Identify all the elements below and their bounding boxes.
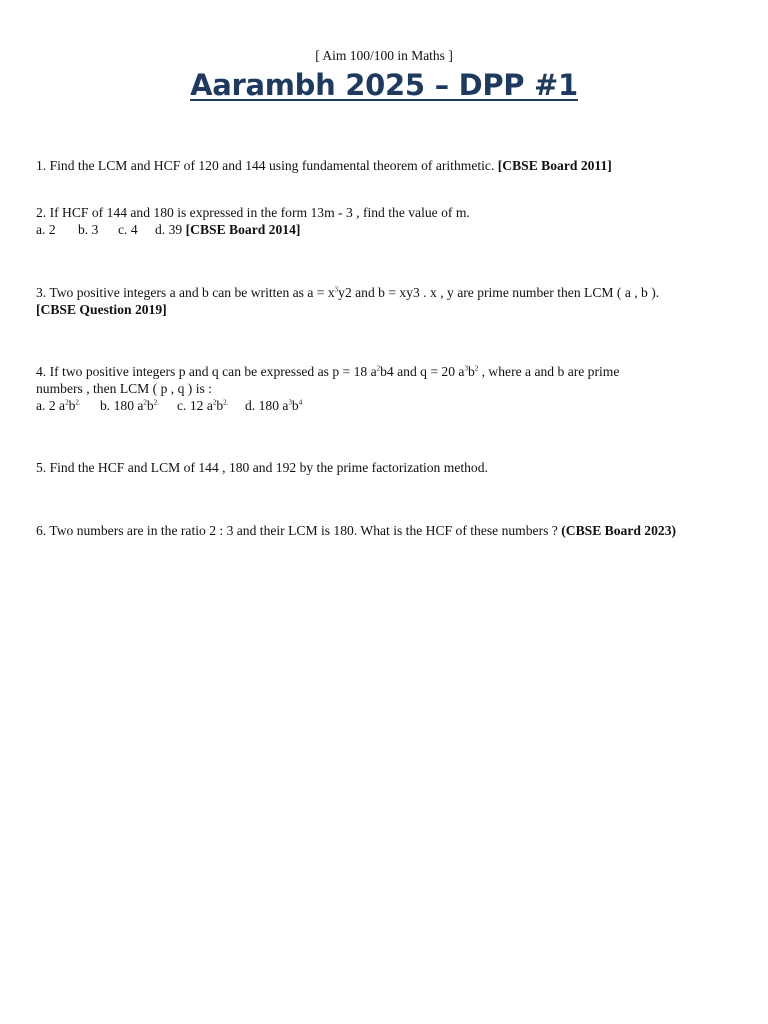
option-a — [36, 397, 100, 414]
question-4-exp-2: 3 — [464, 364, 468, 373]
page-title-text: Aarambh 2025 – DPP #1 — [190, 68, 578, 102]
question-4-text — [36, 363, 736, 380]
option-b-exp-1: 2 — [143, 398, 147, 407]
option-d-exp-1: 3 — [288, 398, 292, 407]
option-a-exp-2: 2. — [75, 398, 81, 407]
question-2 — [36, 204, 736, 238]
question-3-text-a: 3. Two positive integers a and b can be written as a = x — [36, 285, 335, 300]
question-1-tag: [CBSE Board 2011] — [497, 158, 612, 173]
question-4-text-line2: numbers , then LCM ( p , q ) is : — [36, 381, 212, 396]
question-2-options — [36, 221, 736, 238]
option-a: a. 2 — [36, 222, 56, 237]
option-c: c. 4 — [118, 222, 138, 237]
question-6-text: 6. Two numbers are in the ratio 2 : 3 and their LCM is 180. What is the HCF of these numbers ? — [36, 523, 562, 538]
question-3-text — [36, 284, 736, 301]
option-b — [100, 397, 177, 414]
option-d-pre: d. 180 a — [245, 398, 289, 413]
option-d: d. 39 — [155, 222, 186, 237]
option-d-mid: b — [291, 398, 299, 413]
question-3-exponent: 3 — [334, 285, 339, 294]
question-4 — [36, 363, 736, 414]
question-2-text: 2. If HCF of 144 and 180 is expressed in the form 13m - 3 , find the value of m. — [36, 205, 470, 220]
option-c — [177, 397, 245, 414]
option-b-pre: b. 180 a — [100, 398, 144, 413]
option-a-mid: b — [68, 398, 76, 413]
question-1-text: 1. Find the LCM and HCF of 120 and 144 using fundamental theorem of arithmetic. — [36, 158, 498, 173]
page-title — [0, 68, 768, 102]
question-3-tag: [CBSE Question 2019] — [36, 302, 167, 317]
question-6 — [36, 522, 736, 539]
page-subtitle: [ Aim 100/100 in Maths ] — [315, 48, 453, 63]
option-c-exp-2: 2. — [223, 398, 229, 407]
question-4-options — [36, 397, 736, 414]
question-4-text-c: b — [467, 364, 475, 379]
option-c-mid: b — [216, 398, 224, 413]
question-4-text-d: , where a and b are prime — [478, 364, 620, 379]
option-b-exp-2: 2. — [153, 398, 159, 407]
option-d-exp-2: 4 — [298, 398, 303, 407]
option-c-exp-1: 2 — [212, 398, 217, 407]
question-4-exp-3: 2 — [474, 364, 479, 373]
question-4-text-b: b4 and q = 20 a — [380, 364, 465, 379]
option-b: b. 3 — [78, 222, 99, 237]
question-3 — [36, 284, 736, 318]
question-5 — [36, 459, 736, 476]
question-2-tag: [CBSE Board 2014] — [185, 222, 301, 237]
option-a-pre: a. 2 a — [36, 398, 66, 413]
option-b-mid: b — [146, 398, 154, 413]
question-3-text-b: y2 and b = xy3 . x , y are prime number then LCM ( a , b ). — [338, 285, 660, 300]
option-a-exp-1: 2 — [65, 398, 69, 407]
question-5-text: 5. Find the HCF and LCM of 144 , 180 and 192 by the prime factorization method. — [36, 460, 488, 475]
question-4-text-a: 4. If two positive integers p and q can be expressed as p = 18 a — [36, 364, 377, 379]
question-1 — [36, 157, 736, 174]
question-6-tag: (CBSE Board 2023) — [561, 523, 677, 538]
question-4-exp-1: 2 — [376, 364, 381, 373]
option-d — [245, 397, 302, 414]
option-c-pre: c. 12 a — [177, 398, 213, 413]
